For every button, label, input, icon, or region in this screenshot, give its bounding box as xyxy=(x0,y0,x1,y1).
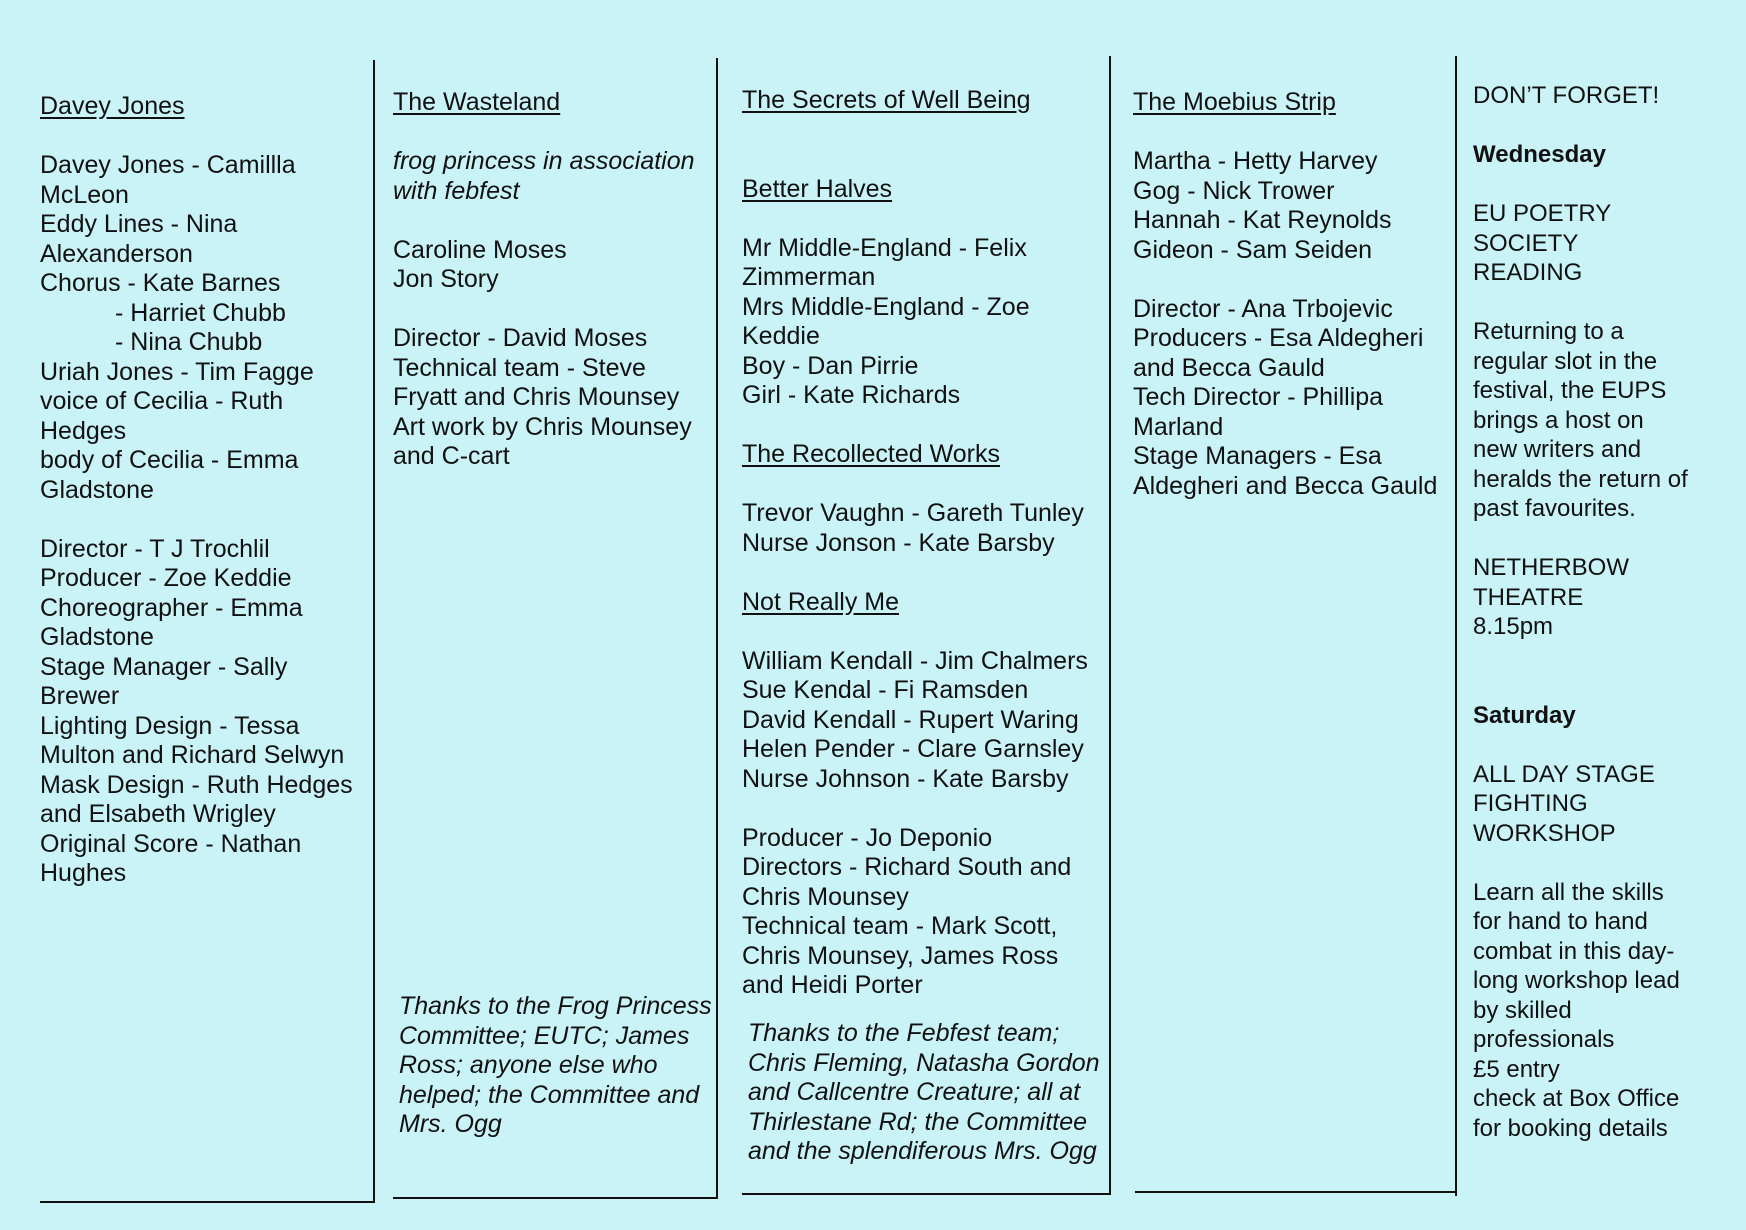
cast-line: Alexanderson xyxy=(40,239,193,268)
cast-line: Jon Story xyxy=(393,265,499,293)
thanks-line: Thanks to the Frog Princess xyxy=(399,992,712,1020)
cast-line: - Nina Chubb xyxy=(115,328,263,356)
event-title: EU POETRY xyxy=(1473,200,1612,227)
crew-line: Marland xyxy=(1133,412,1224,441)
crew-line: Tech Director - Phillipa xyxy=(1133,383,1384,411)
crew-line: Director - Ana Trbojevic xyxy=(1133,294,1393,323)
cast-line: Zimmerman xyxy=(742,263,876,291)
day-heading: Wednesday xyxy=(1473,141,1606,168)
cast-line: Sue Kendal - Fi Ramsden xyxy=(742,676,1029,704)
thanks-note-secrets xyxy=(748,1019,1106,1167)
event-description: check at Box Office xyxy=(1473,1085,1680,1112)
crew-line: Aldegheri and Becca Gauld xyxy=(1133,471,1438,500)
event-title: SOCIETY xyxy=(1473,229,1579,257)
bottom-line-2 xyxy=(393,1197,718,1199)
bottom-line-3 xyxy=(742,1193,1111,1195)
cast-line: Helen Pender - Clare Garnsley xyxy=(742,735,1084,763)
cast-line: Davey Jones - Camillla xyxy=(40,151,296,179)
thanks-line: Committee; EUTC; James xyxy=(399,1021,690,1050)
thanks-line: and the splendiferous Mrs. Ogg xyxy=(748,1137,1097,1165)
thanks-line: Mrs. Ogg xyxy=(399,1110,502,1138)
cast-line: Gog - Nick Trower xyxy=(1133,176,1335,205)
cast-line: voice of Cecilia - Ruth xyxy=(40,387,284,415)
crew-line: Art work by Chris Mounsey xyxy=(393,412,692,441)
section-title: Not Really Me xyxy=(742,587,899,616)
crew-line: Directors - Richard South and xyxy=(742,853,1072,881)
show-title: The Moebius Strip xyxy=(1133,88,1336,116)
column-secrets-of-well-being xyxy=(742,86,1104,1001)
event-title: READING xyxy=(1473,259,1583,286)
day-heading: Saturday xyxy=(1473,701,1576,729)
reminder-heading: DON’T FORGET! xyxy=(1473,82,1660,109)
event-description: heralds the return of xyxy=(1473,465,1688,493)
cast-line: McLeon xyxy=(40,180,129,209)
crew-line: Mask Design - Ruth Hedges xyxy=(40,770,353,799)
event-title: FIGHTING xyxy=(1473,790,1588,817)
section-title: Better Halves xyxy=(742,174,893,203)
crew-line: Choreographer - Emma xyxy=(40,593,303,622)
cast-line: Gladstone xyxy=(40,475,154,504)
event-time: 8.15pm xyxy=(1473,613,1554,640)
event-description: Learn all the skills xyxy=(1473,878,1664,906)
crew-line: Brewer xyxy=(40,682,120,710)
thanks-line: Chris Fleming, Natasha Gordon xyxy=(748,1048,1100,1077)
section-title: The Recollected Works xyxy=(742,440,1000,468)
crew-line: Fryatt and Chris Mounsey xyxy=(393,383,680,411)
crew-line: Technical team - Mark Scott, xyxy=(742,912,1058,940)
cast-line: Martha - Hetty Harvey xyxy=(1133,147,1378,175)
cast-line: Girl - Kate Richards xyxy=(742,381,961,409)
cast-line: - Harriet Chubb xyxy=(115,298,286,327)
column-davey-jones xyxy=(40,92,370,889)
cast-line: Hedges xyxy=(40,416,127,445)
event-description: regular slot in the xyxy=(1473,347,1658,375)
thanks-line: Ross; anyone else who xyxy=(399,1051,658,1079)
crew-line: Producers - Esa Aldegheri xyxy=(1133,324,1424,352)
thanks-line: Thanks to the Febfest team; xyxy=(748,1019,1060,1047)
event-title: ALL DAY STAGE xyxy=(1473,760,1655,788)
cast-line: David Kendall - Rupert Waring xyxy=(742,705,1079,734)
cast-line: Hannah - Kat Reynolds xyxy=(1133,206,1392,234)
venue-line: THEATRE xyxy=(1473,583,1584,611)
cast-line: Mrs Middle-England - Zoe xyxy=(742,292,1030,321)
crew-line: Hughes xyxy=(40,859,127,887)
entry-price: £5 entry xyxy=(1473,1055,1560,1083)
cast-line: Chorus - Kate Barnes xyxy=(40,269,281,297)
cast-line: Eddy Lines - Nina xyxy=(40,210,238,238)
thanks-line: and Callcentre Creature; all at xyxy=(748,1078,1081,1106)
crew-line: Stage Managers - Esa xyxy=(1133,442,1382,470)
subtitle-line: frog princess in association xyxy=(393,147,695,175)
event-title: WORKSHOP xyxy=(1473,819,1616,847)
event-description: Returning to a xyxy=(1473,318,1624,345)
crew-line: and Heidi Porter xyxy=(742,971,923,999)
column-the-wasteland xyxy=(393,88,711,472)
crew-line: Lighting Design - Tessa xyxy=(40,711,300,740)
crew-line: Original Score - Nathan xyxy=(40,829,302,858)
event-description: past favourites. xyxy=(1473,495,1636,522)
show-title: Davey Jones xyxy=(40,92,185,120)
show-title: The Secrets of Well Being xyxy=(742,86,1031,114)
cast-line: Nurse Johnson - Kate Barsby xyxy=(742,764,1069,793)
cast-line: Trevor Vaughn - Gareth Tunley xyxy=(742,499,1084,527)
crew-line: Chris Mounsey, James Ross xyxy=(742,941,1059,970)
event-description: professionals xyxy=(1473,1026,1615,1053)
crew-line: Producer - Zoe Keddie xyxy=(40,564,292,592)
cast-line: Mr Middle-England - Felix xyxy=(742,233,1027,262)
crew-line: Gladstone xyxy=(40,623,154,651)
cast-line: Nurse Jonson - Kate Barsby xyxy=(742,528,1055,557)
cast-line: Uriah Jones - Tim Fagge xyxy=(40,357,314,386)
event-description: by skilled xyxy=(1473,996,1572,1024)
crew-line: and Elsabeth Wrigley xyxy=(40,800,276,828)
cast-line: Caroline Moses xyxy=(393,235,567,264)
crew-line: Chris Mounsey xyxy=(742,882,909,911)
event-description: new writers and xyxy=(1473,436,1642,463)
column-moebius-strip xyxy=(1133,88,1453,501)
cast-line: William Kendall - Jim Chalmers xyxy=(742,646,1088,675)
event-description: for booking details xyxy=(1473,1114,1668,1142)
cast-line: body of Cecilia - Emma xyxy=(40,446,299,474)
crew-line: Technical team - Steve xyxy=(393,353,646,382)
event-description: festival, the EUPS xyxy=(1473,377,1667,404)
crew-line: Producer - Jo Deponio xyxy=(742,823,993,852)
subtitle-line: with febfest xyxy=(393,176,520,205)
cast-line: Boy - Dan Pirrie xyxy=(742,351,919,380)
divider-4 xyxy=(1455,56,1457,1196)
bottom-line-4 xyxy=(1135,1191,1457,1193)
event-description: long workshop lead xyxy=(1473,967,1680,994)
crew-line: and Becca Gauld xyxy=(1133,353,1325,382)
show-title: The Wasteland xyxy=(393,88,561,116)
divider-2 xyxy=(716,58,718,1198)
crew-line: Multon and Richard Selwyn xyxy=(40,741,345,769)
column-dont-forget xyxy=(1473,81,1741,1143)
divider-1 xyxy=(373,60,375,1203)
divider-3 xyxy=(1109,56,1111,1194)
event-description: combat in this day- xyxy=(1473,937,1675,965)
bottom-line-1 xyxy=(40,1201,375,1203)
venue-line: NETHERBOW xyxy=(1473,554,1629,581)
thanks-line: Thirlestane Rd; the Committee xyxy=(748,1107,1088,1136)
cast-line: Gideon - Sam Seiden xyxy=(1133,235,1373,264)
crew-line: Director - David Moses xyxy=(393,324,648,352)
cast-line: Keddie xyxy=(742,322,820,350)
event-description: for hand to hand xyxy=(1473,908,1648,935)
thanks-note-wasteland xyxy=(399,992,714,1140)
crew-line: Director - T J Trochlil xyxy=(40,534,270,563)
event-description: brings a host on xyxy=(1473,406,1644,434)
thanks-line: helped; the Committee and xyxy=(399,1080,700,1109)
crew-line: Stage Manager - Sally xyxy=(40,652,288,681)
crew-line: and C-cart xyxy=(393,442,510,470)
